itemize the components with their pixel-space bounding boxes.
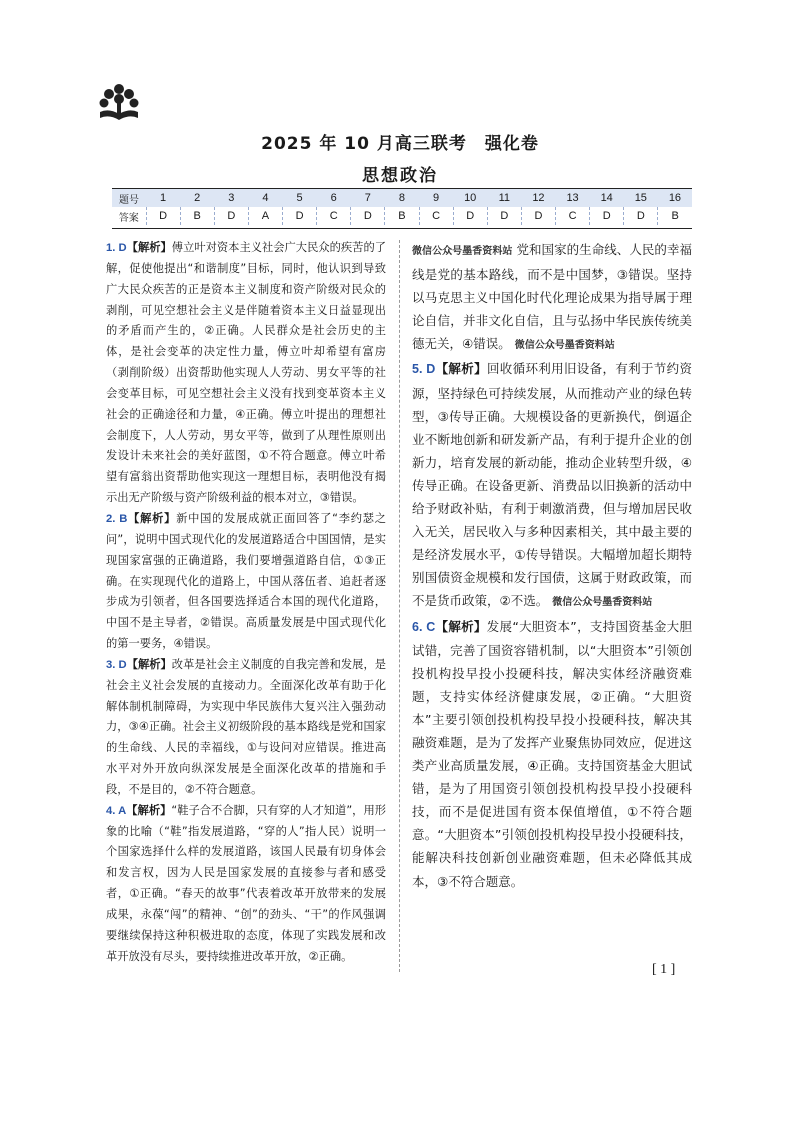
question-number: 2	[180, 189, 214, 207]
explanation-text: 改革是社会主义制度的自我完善和发展，是社会主义社会发展的直接动力。全面深化改革有助于化解体制机制障碍，为实现中华民族伟大复兴注入强劲动力，③④正确。社会主义初级阶段的基本路线是党和国家的生命线、人民的幸福线，①与设问对应错误。推进高水平对外开放向纵深发展是全面深化改革的措施和手段，不是目的，②不符合题意。	[106, 657, 386, 796]
subject-title: 思想政治	[362, 166, 438, 186]
explanation-q2	[106, 509, 386, 655]
explanation-q3	[106, 655, 386, 801]
question-number: 9	[419, 189, 453, 207]
question-number: 6	[317, 189, 351, 207]
watermark-text: 微信公众号墨香资料站	[552, 597, 653, 609]
question-number: 13	[556, 189, 590, 207]
answer-cell: C	[556, 207, 590, 225]
question-head: 3. D	[106, 658, 127, 671]
row-label-answer: 答案	[112, 207, 146, 225]
explanation-q1	[106, 238, 386, 509]
explanation-text: 回收循环利用旧设备，有利于节约资源，坚持绿色可持续发展，从而推动产业的绿色转型，③传导正确。大规模设备的更新换代，倒逼企业不断地创新和研发新产品，有利于提升企业的创新力，培育发展的新动能，推动企业转型升级，④传导正确。在设备更新、消费品以旧换新的活动中给予财政补贴，有利于刺激消费，但与增加居民收入无关，居民收入与多种因素相关，其中最主要的是经济发展水平，①传导错误。大幅增加超长期特别国债资金规模和发行国债，这属于财政政策，而不是货币政策，②不选。	[412, 361, 692, 609]
analysis-tag: 【解析】	[435, 618, 487, 634]
question-head: 4. A	[106, 804, 127, 817]
question-number: 12	[521, 189, 555, 207]
question-number-row	[112, 189, 692, 207]
question-number: 16	[658, 189, 692, 207]
answer-cell: C	[419, 207, 453, 225]
explanation-q6	[412, 615, 692, 893]
question-head: 2. B	[106, 512, 128, 525]
analysis-tag: 【解析】	[126, 241, 172, 254]
answer-cell: B	[671, 210, 679, 222]
answer-cell: B	[385, 207, 419, 225]
answer-cell: D	[453, 207, 487, 225]
answer-cell: D	[351, 207, 385, 225]
question-number: 4	[248, 189, 282, 207]
question-head: 1. D	[106, 242, 127, 254]
answer-key-table	[112, 189, 692, 225]
explanation-q4-continued	[412, 238, 692, 357]
question-number: 14	[590, 189, 624, 207]
question-number: 3	[214, 189, 248, 207]
analysis-tag: 【解析】	[126, 803, 172, 817]
answer-cell: C	[317, 207, 351, 225]
answer-cell: A	[248, 207, 282, 225]
answer-cell: D	[590, 207, 624, 225]
explanation-text: 党和国家的生命线、人民的幸福线是党的基本路线，而不是中国梦，③错误。坚持以马克思主义中国化时代化理论成果为指导属于理论自信，并非文化自信，且与弘扬中华民族传统美德无关，④错误。	[412, 242, 692, 352]
right-column	[412, 238, 692, 893]
page-number: [ 1 ]	[652, 962, 676, 977]
answer-cell: B	[180, 207, 214, 225]
analysis-tag: 【解析】	[435, 361, 487, 377]
watermark-text: 微信公众号墨香资料站	[412, 246, 513, 257]
answer-cell: D	[624, 207, 658, 225]
explanation-text: 发展“大胆资本”，支持国资基金大胆试错，完善了国资容错机制，以“大胆资本”引领创投机构投早投小投硬科技，解决实体经济融资难题，支持实体经济健康发展，②正确。“大胆资本”主要引领创投机构投早投小投硬科技，解决其融资难题，是为了发挥产业聚焦协同效应，促进这类产业高质量发展，④正确。支持国资基金大胆试错，是为了用国资引领创投机构投早投小投硬科技，而不是促进国有资本保值增值，①不符合题意。“大胆资本”引领创投机构投早投小投硬科技，能解决科技创新创业融资难题，但未必降低其成本，③不符合题意。	[412, 618, 692, 889]
answer-cell: D	[521, 207, 555, 225]
answer-cell: D	[146, 207, 180, 225]
question-number: 11	[487, 189, 521, 207]
table-bottom-rule	[112, 228, 692, 229]
column-divider	[399, 240, 400, 972]
exam-title: 2025 年 10 月高三联考 强化卷	[261, 134, 539, 154]
question-number: 5	[283, 189, 317, 207]
explanation-text: 傅立叶对资本主义社会广大民众的疾苦的了解，促使他提出“和谐制度”目标，同时，他认识到导致广大民众疾苦的正是资本主义制度和资产阶级对民众的剥削，可见空想社会主义是伴随着资本主义日益显现出的矛盾而产生的，②正确。人民群众是社会历史的主体，是社会变革的决定性力量，傅立叶却希望有富房（剥削阶级）出资帮助他实现人人劳动、男女平等的社会变革目标，可见空想社会主义没有找到变革资本主义社会的正确途径和力量，④正确。傅立叶提出的理想社会制度下，人人劳动，男女平等，做到了从理性原则出发设计未来社会的美好蓝图，①不符合题意。傅立叶希望有富翁出资帮助他实现这一理想目标，表明他没有揭示出无产阶级与资产阶级利益的根本对立，③错误。	[106, 241, 386, 505]
analysis-tag: 【解析】	[126, 657, 172, 671]
left-column	[106, 238, 386, 968]
question-number: 15	[624, 189, 658, 207]
question-head: 5. D	[412, 362, 436, 377]
question-number: 1	[146, 189, 180, 207]
explanation-text: “鞋子合不合脚，只有穿的人才知道”，用形象的比喻（“鞋”指发展道路，“穿的人”指人民）说明一个国家选择什么样的发展道路，该国人民最有切身体会和发言权，因为人民是国家发展的直接参与者和感受者，①正确。“春天的故事”代表着改革开放带来的发展成果，永葆“闯”的精神、“创”的劲头、“干”的作风强调要继续保持这种积极进取的态度，体现了实践发展和改革开放没有尽头，要持续推进改革开放，②正确。	[106, 803, 386, 963]
answer-cell: D	[214, 207, 248, 225]
explanation-q4	[106, 801, 386, 968]
question-number: 8	[385, 189, 419, 207]
question-number: 10	[453, 189, 487, 207]
answer-cell: D	[283, 207, 317, 225]
answer-row	[112, 207, 692, 225]
row-label-number: 题号	[112, 189, 146, 207]
explanation-q5	[412, 357, 692, 614]
analysis-tag: 【解析】	[127, 511, 177, 525]
question-head: 6. C	[412, 619, 436, 634]
watermark-text: 微信公众号墨香资料站	[514, 340, 615, 352]
book-tree-icon	[98, 82, 140, 122]
question-number: 7	[351, 189, 385, 207]
explanation-text: 新中国的发展成就正面回答了“李约瑟之问”，说明中国式现代化的发展道路适合中国国情，是实现国家富强的正确道路，我们要增强道路自信，①③正确。在实现现代化的道路上，中国从落伍者、追赶者逐步成为引领者，但各国要选择适合本国的现代化道路，中国不是主导者，②错误。高质量发展是中国式现代化的第一要务，④错误。	[106, 511, 386, 651]
answer-cell: D	[487, 207, 521, 225]
